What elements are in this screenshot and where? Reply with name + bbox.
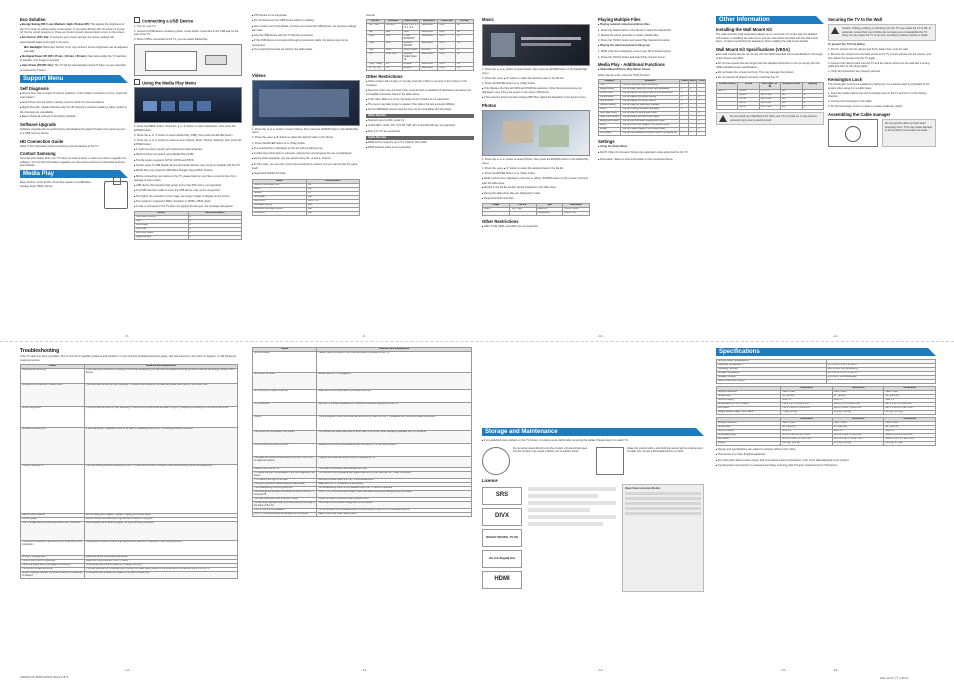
play-option-table: Category Operation Videos Music Photos Title You can move the other file directly. ✓ Repeat Mode You can play movie and music files repeatedly. ✓ ✓ Picture Size You can adjust the picture size to your preference. ✓ Picture Mode You can adjust the picture setting. ✓ ✓ Sound Mode You can adjust the sound setting. ✓ ✓ ✓ Subtitle Setting You can play the video with Subtitles. ✓ Audio You can change the audio language. ✓ Stop Slide Show You can start or stop a slide show. ✓ Slide Show Speed You can select the slide show speed. ✓ Background Music You can set and select background music. ✓ Zoom You can zoom into images in full screen mode. ✓ Rotate You can rotate images in full screen mode. ✓ Information You can see detailed information about the played file. ✓ ✓ ✓: [600, 80, 706, 135]
list-item: ■ It might not work properly with unlicenced multimedia files.: [134, 148, 242, 153]
list-item: ■ The menu may take longer to appear if the video's bit rate exceeds 10Mbps.: [366, 103, 474, 108]
hdmi-logo: HDMI: [482, 571, 522, 589]
list-item: ■ Information: Select to view information on the connected device.: [598, 158, 706, 163]
list-item: ■ Media Play only supports USB Mass Storage Class (MSC) devices.: [134, 169, 242, 174]
table-row: Screen Brightness If you find that the colors on your Samsung TV are correct but just a little too dark or bright, try adjusting the settings in the Picture menu first.: [21, 406, 238, 427]
video-decoder-bar: Video Decoder: [366, 114, 474, 118]
step: 2. Connect the Kensington Lock cable.: [828, 100, 873, 104]
column-usb-connect: [134, 14, 242, 332]
storage-text: ■ If you attached some stickers on the TV screen, it remains some debris after removing the sticker. Please clean it to watch TV.: [482, 439, 704, 444]
no-spray-illustration: [482, 447, 510, 475]
cloth-illustration: [596, 447, 624, 475]
step: 3. Press the ENTER button or ► (Play) button.: [482, 172, 536, 176]
list-item: ■ Only displays the files with MP3 and PCM file extension. Other file extensions are not displayed, even if they are saved on the same USB device.: [482, 87, 590, 95]
table-row: Zoom You can zoom into images in full screen mode. ✓: [599, 124, 706, 128]
list-item: ■ Do not disconnect the USB device while it is loading.: [252, 19, 360, 24]
table-row: Title You can move the other file directly. ✓: [599, 84, 706, 88]
selected-files-subheading: ■ Playing selected video/music/photo files: [598, 23, 706, 28]
wall-mount-caution-box: [716, 112, 824, 125]
table-row: *.ts *.tp *.trp TS MPEG1 1920x1080 6~30 30: [367, 66, 474, 70]
vesa-table: Product Family inches VESA Spec. (A * B) Standard Screw Quantity LED-TV 19~22 75 X 75 M4 4 23~29 200 X 100 M4 4 32~40 200 X 200 M8 4 46~55 400 X 400 M8 4 60~65 600 X 400 M8 4: [716, 82, 824, 110]
table-row: Dimensions (W x D x H) Body 744.2 X 27.9 X 453.1 mm 860.6 X 27.9 X 518.8 mm 927.0 X 27.9 X 556.4 mm: [717, 403, 936, 407]
eco-sensor-text: To enhance your power savings; the picture settings will automatically adapt to the light in the room.: [20, 36, 114, 44]
table-row: There are problems in assembling the stand base. Make sure the TV is placed on a flat surface.: [253, 483, 472, 487]
srs-logo: SRS: [482, 487, 522, 505]
specs-table-1: UE32D6000 UE37D6000 UE40D6000 Display Resolution 1920 x 1080 1920 x 1080 1920 x 1080 Screen Size 32" (80 cm) 37" (94 cm) 40" (101 cm) Sound (Output) 10W X 2 10W X 2 10W X 2 Dimensions (W x D x H) Body 744.2 X 27.9 X 453.1 mm 860.6 X 27.9 X 518.8 mm 927.0 X 27.9 X 556.4 mm With stand 744.2 X 201.4 X 518.2 mm 860.6 X 221.8 X 584.2 mm 927.0 X 221.8 X 621.8 mm Weight Without Stand / With Stand 7.8 kg / 9.3 kg 10.2 kg / 12.0 kg 11.3 kg / 13.1 kg: [716, 386, 936, 415]
footer-timestamp: 2011-10-06 오후 4:45:10: [880, 677, 909, 680]
step: 1. Press the Yellow button in the file list to select the desired file.: [598, 29, 672, 33]
file-group-subheading: ■ Playing the video/music/photo file group: [598, 44, 706, 49]
table-row: *.avi *.mkv AVI MKV Divx 3.11 / 4.x / 5.1 / 6.0 1920x1080 6~30 30: [367, 23, 474, 30]
self-diagnosis-heading: Self Diagnosis: [20, 85, 49, 91]
dts-logo: dts 2.0+Digital Out: [482, 550, 522, 568]
multiple-files-heading: Playing Multiple Files: [598, 17, 641, 22]
column-video-formats: [366, 14, 474, 332]
list-item: ■ For information about power supply, and more about power consumption, refer to the label attached to the product.: [716, 459, 936, 464]
table-row: There is poor color or brightness Adjust the Picture options in the TV menu.: [21, 559, 238, 563]
table-row: Dimensions Body 1073.8 X 29.9 X 637.1 mm 1273.4 X 29.9 X 748.2 mm 1386.0 X 29.9 X 813.0 mm: [717, 434, 936, 438]
cable-manager-illustration: [828, 119, 936, 147]
table-row: POP (TV's internal banner ad) appears on the screen. Select Home Use under Setup mode.: [253, 513, 472, 517]
eco-solution-heading: Eco Solution: [20, 17, 46, 22]
table-row: Wrong or missing color Make sure all the connections are secure.: [21, 555, 238, 559]
troubleshooting-table-1: Issues Solutions and Explanations Flickering and Dimming If your Samsung Television is flickering or dimming sporadically, you may need to disable some energy efficient features like Energy Saving or Eco Sensor. Component Connections / Screen Color If you find that the color on your Samsung TV screen is not correct or the black and white colors are off, run Picture Test. Screen Brightness If you find that the colors on your Samsung TV are correct but just a little too dark or bright, try adjusting the settings in the Picture menu first. Unwanted Powering Off If your Samsung TV appears to turn off by itself, try disabling some of the TV's energy efficiency functions. Trouble Powering On If you are having problems powering on your TV, there are a number of things to check before calling the service department. Cannot find a Channel Re-run Setup (Go to MENU - System - Setup) or run Auto Store. Picture Quality Ensure that you are watching a high definition channel or program. The TV image does not look as good as it did in the store. Store displays are all tuned to digital, HD (high definition) channels. The picture is distorted: macroblock error, small block, dots, pixelization Compression of video contents may cause picture distortion, especially in fast moving pictures. Wrong or missing color Make sure all the connections are secure. There is poor color or brightness Adjust the Picture options in the TV menu. There is a dotted line on the edge of the screen If the picture size is set to Screen Fit, change it to 16:9. The picture is black and white If you are using an AV composite input, connect the video cable (yellow) to the Green jack of component input 1 on the TV. When changing channels, the picture freezes or is distorted or delayed If connected with a cable box, please try to reset the cable box.: [20, 364, 238, 579]
table-row: USB HUB X: [135, 228, 242, 232]
media-play-menu-screenshot: [134, 87, 242, 123]
page-number: - 14 -: [597, 668, 605, 672]
table-row: Progressive 1024 x 768: [483, 212, 590, 216]
step: 2. Press the TOOLS button and select Play Current Group.: [598, 55, 666, 59]
table-row: With stand 1073.8 X 256.7 X 704.3 mm 1273.4 X 287.3 X 819.7 mm 1386.0 X 287.3 X 883.4 mm: [717, 438, 936, 442]
table-row: Component Connections / Screen Color If you find that the color on your Samsung TV screen is not correct or the black and white colors are off, run Picture Test.: [21, 383, 238, 406]
page-number: - 9 -: [361, 334, 367, 338]
step: 3. Press the ENTER button or ► (Play) button.: [482, 81, 536, 85]
table-row: Advanced SubStation Alpha .ass: [253, 207, 360, 211]
table-row: Weight Without Stand / With Stand 7.8 kg / 9.3 kg 10.2 kg / 12.0 kg 11.3 kg / 13.1 kg: [717, 411, 936, 415]
table-row: Flickering and Dimming If your Samsung Television is flickering or dimming sporadically, you may need to disable some energy efficient features like Energy Saving or Eco Sensor.: [21, 368, 238, 383]
list-item: ■ USB device that requires high power (more than 500 mA) is not supported.: [134, 184, 242, 189]
troubleshooting-table-2: Issues Solutions and Explanations Sound Problem Please check the volume of any external device connected to your TV. No picture, No video Ensure that the TV is plugged in. RF Connection (Cable / Antenna) Make sure the Antenna cable is connected securely. PC Connection Set your PC's output resolution so it matches a resolution supported by the TV. Others The purple/green rolling horizontal bars and buzzing noise from the TV speakers with Component cable connection. The picture will not display in full screen. HD channels will have black bars on either side of the screen when displaying upscaled SD (4:3) contents. The remote control does not work. Replace the remote control batteries with the poles (+/–) in the right direction. The cable box remote control doesn't turn the TV on or off, or adjust the volume. Program the Cable/Set remote control to operate the TV. Plastic smell from the TV This smell is normal and will dissipate over time. TV Signal Strength is unavailable in the Self Diagnostic Test menu. This function is only available with digital channels from an Antenna / RF / Coax connection. TV is tilted to the right or left side. Remove the stand base from the TV and reassemble it. There are problems in assembling the stand base. Make sure the TV is placed on a flat surface. The Broadcasting menu is grayed out. The Broadcasting menu is only available when the TV source is selected. Your settings are lost after 30 minutes or every time the TV is turned off. If the TV is in the Store Demo mode, it will reset audio and picture settings every 30 minutes. You have intermittent loss of audio or video. Check the cable connections and reconnect them. You see small particles when you look closely at the edge of the frame of the TV. This is part of the product's design and is not a defect. The PIP menu is not available. PIP functionality is only available when you are using an HDMI, PC or Component source. POP (TV's internal banner ad) appears on the screen. Select Home Use under Setup mode.: [252, 347, 472, 517]
table-row: Display Resolution 1920 x 1080 1920 x 1080 1920 x 1080: [717, 391, 936, 395]
page-number: - 15 -: [780, 668, 788, 672]
column-videos: [252, 14, 360, 332]
list-item: ■ WMA lossless audio is not supported.: [366, 146, 474, 151]
list-item: ■ Sort mode is set to the default, so when you restart the USB device, the previous settings are reset.: [252, 25, 360, 33]
table-row: Card reader O: [135, 224, 242, 228]
table-row: Screen Size 46" (116 cm) 55" (138 cm) 60" (152 cm): [717, 426, 936, 430]
internal-label: Internal: [366, 14, 375, 17]
table-row: Sound (Output) 10W X 2 10W X 2 10W X 2: [717, 399, 936, 403]
table-row: You have intermittent loss of audio or video. Check the cable connections and reconnect them.: [253, 498, 472, 502]
list-item: ■ Divx 5.0 / 6.0 are supported: [366, 130, 474, 135]
table-row: 32~40 200 X 200 M8 4: [717, 98, 824, 102]
wall-mount-heading: Installing the Wall Mount Kit: [716, 27, 772, 32]
table-row: Stop Slide Show You can start or stop a slide show. ✓: [599, 112, 706, 116]
step: 1. Turn on your TV.: [134, 24, 156, 28]
list-item: ■ H.264 FMO / ASO / RS, VC1 SP / MP, AP L4 and AVCHD are not supported.: [366, 124, 474, 129]
step: 3. Connect the clamps fixed onto the TV and the clamps fixed onto the wall with a strong cable and then tie the string tightly.: [828, 61, 930, 69]
divx-logo: DIVX: [482, 508, 522, 526]
self-diagnosis-list: [20, 92, 128, 120]
storage-maintenance-section-header: Storage and Maintenance: [482, 428, 704, 436]
list-item: ■ Do not fasten the screws too firmly. This may damage the product.: [716, 71, 824, 76]
using-media-play-heading: Using the Media Play Menu: [142, 80, 196, 86]
list-item: ■ If the Index Table is in error, the Seek (Jump) function is not supported.: [366, 98, 474, 103]
column-securing: [828, 14, 936, 332]
videos-notes: [252, 147, 360, 171]
table-row: Your settings are lost after 30 minutes or every time the TV is turned off. If the TV is in the Store Demo mode, it will reset audio and picture settings every 30 minutes.: [253, 491, 472, 498]
page-number: - 11 -: [832, 334, 839, 338]
step: 2. Remove the screws from the back centre of the TV, put the screws into the clamps, and then fasten the screws onto the TV again.: [828, 52, 932, 60]
media-play-section-header: Media Play: [20, 170, 128, 178]
kensington-heading: Kensington Lock: [828, 76, 862, 82]
table-row: The TV image does not look as good as it did in the store. Store displays are all tuned to digital, HD (high definition) channels.: [21, 521, 238, 540]
other-restrictions-heading: Other Restrictions: [366, 73, 403, 79]
usb-connection-illustration: [134, 44, 242, 76]
troubleshooting-heading: Troubleshooting: [20, 348, 60, 354]
dolby-logo: DOLBY DIGITAL PLUS: [482, 529, 522, 547]
table-row: 46~55 400 X 400 M8 4: [717, 102, 824, 106]
list-item: ■ The supported formats are listed in the table below.: [252, 48, 360, 53]
column-music-photos: [482, 14, 590, 332]
table-row: Digital camera X: [135, 236, 242, 240]
videos-screenshot: [252, 80, 360, 126]
other-restrictions-list: [366, 80, 474, 113]
spec-notes: [716, 448, 936, 469]
table-row: *.asf ASF XviD 1920x1080 6~30 30: [367, 30, 474, 34]
table-row: Micro DVD .sub or .txt: [253, 199, 360, 203]
audio-decoder-bar: Audio Decoder: [366, 136, 474, 140]
table-row: The PIP menu is not available. PIP functionality is only available when you are using an HDMI, PC or Component source.: [253, 509, 472, 513]
step: 3. When USB is connected to the TV, you can select Media Play.: [134, 38, 209, 42]
list-item: ■ During the slide show, files are displayed in order.: [482, 192, 590, 197]
table-row: Background Music You can set and select background music. ✓: [599, 120, 706, 124]
list-item: ■ Signal Strength: (digital channels only) An HD channel's reception quality is either perfect or the channels are unavailable.: [20, 106, 128, 114]
troubleshooting-intro: If the TV seems to have a problem, first try this list of possible problems and solutions. If none of these troubleshooting tips apply, visit samsung.com, then click on Support, or call Samsung customer service.: [20, 355, 236, 362]
step: 1. Insert the locking device into the Kensington slot on the TV and turn it in the locking direction.: [828, 91, 927, 99]
checkbox-icon: [134, 17, 140, 23]
table-row: Cannot find a Channel Re-run Setup (Go to MENU - System - Setup) or run Auto Store.: [21, 513, 238, 517]
table-row: Screen Size 32" (80 cm) 37" (94 cm) 40" (101 cm): [717, 395, 936, 399]
min-backlight-text: When Eco Sensor is On, the minimum screen brightness can be adjusted manually.: [24, 45, 128, 53]
specs-table-2: UE46D6000 UE55D6000 UE60D6000 Display Resolution 1920 x 1080 1920 x 1080 1920 x 1080 Screen Size 46" (116 cm) 55" (138 cm) 60" (152 cm) Sound (Output) 10W X 2 10W X 2 10W X 2 Dimensions Body 1073.8 X 29.9 X 637.1 mm 1273.4 X 29.9 X 748.2 mm 1386.0 X 29.9 X 813.0 mm With stand 1073.8 X 256.7 X 704.3 mm 1273.4 X 287.3 X 819.7 mm 1386.0 X 287.3 X 883.4 mm Weight 14.0 kg / 16.4 kg 19.6 kg / 22.8 kg 23.6 kg / 27.4 kg: [716, 417, 936, 446]
list-item: ■ If a USB extension cable is used, the USB device may not be recognized.: [134, 189, 242, 194]
securing-caution-text: Caution: Pulling, pushing, or climbing onto the TV may cause the TV to fall. In particular, ensure that your children do not hang over or destabilize the TV; doing so may cause the TV to tip over, resulting in serious injuries or death.: [842, 27, 931, 38]
table-row: Environmental Considerations: [717, 360, 936, 364]
table-row: SAMI .smi: [253, 187, 360, 191]
checkbox-icon: [134, 79, 140, 85]
column-eco-support: [20, 14, 128, 332]
usb-notes-cont-list: [252, 14, 360, 53]
wall-mount-text: The wall mount kit (sold separately) allows you to mount the TV on the wall. For detailed information on installing the wall mount, see the instructions provided with the wall mount items. Contact a technician for assistance when installing the wall mount bracket.: [716, 33, 818, 44]
table-row: Stand Swivel (Left / Right) 0°: [717, 380, 936, 384]
page-number: - 12 -: [124, 668, 132, 672]
table-row: *.vro VRO VOB Window Media Video v9 1920x1080 6~30 25: [367, 52, 474, 62]
list-item: ■ Video content will not play, or not play correctly, if there is an error in the content or the container.: [366, 80, 474, 88]
table-row: Slide Show Speed You can select the slide show speed. ✓: [599, 116, 706, 120]
eco-sensor-label: Eco Sensor (Off / On):: [21, 36, 50, 40]
list-item: ■ If video time information is unknown, playing time and progress bar are not displayed.: [252, 152, 360, 157]
page-number: - 16 -: [832, 668, 840, 672]
table-row: You see small particles when you look closely at the edge of the frame of the TV. This is part of the product's design and is not a defect.: [253, 502, 472, 509]
wall-mount-spec-heading: Wall Mount Kit Specifications (VESA): [716, 46, 790, 52]
subtitle-table: Name File extension MPEG-4 time-based text .ttxt SAMI .smi SubRip .srt SubViewer .sub Micro DVD .sub or .txt SubStation Alpha .ssa Advanced SubStation Alpha .ass Powerdivx .psb: [252, 179, 360, 216]
column-multiple-files: [598, 14, 706, 332]
table-row: The Broadcasting menu is grayed out. The Broadcasting menu is only available when the TV source is selected.: [253, 487, 472, 491]
energy-saving-text: This adjusts the brightness of the TV in order to reduce power consumption. If you select Picture Off, the screen is turned off, but the sound remains on. Press any button except volume button to turn on the screen.: [20, 23, 126, 35]
photos-heading: Photos: [482, 103, 497, 109]
setup-menu-subheading: ■ Using the Setup Menu: [598, 145, 706, 150]
table-row: *.mp4 MP4 MPEG4 SP/ASP 1920x1080 6~30 30: [367, 41, 474, 48]
table-row: *.mpg *.mpeg PS MPEG2 1920x1080 6~30 30: [367, 62, 474, 66]
list-item: ■ While a photo list is displayed, press the ► (Play) / ENTER button on the remote control to start the slide show.: [482, 177, 590, 185]
list-item: ■ If the USB device is connected through an extension cable, the device may not be recognized.: [252, 39, 360, 47]
list-item: ■ This device is a Class B digital apparatus.: [716, 453, 936, 458]
table-row: Sound Problem Please check the volume of any external device connected to your TV.: [253, 352, 472, 373]
usb-stick-illustration: [104, 181, 128, 209]
step: 2. Repeat the above operation to select multiple files.: [598, 34, 659, 38]
step: 2. Press the ◄/►/▲/▼ button to select the desired video in the file list.: [252, 136, 334, 140]
table-row: JPEG *.jpg *.jpeg Base-line 15360 x 8640: [483, 208, 590, 212]
list-item: ■ Typical power consumption is measured according to Energy Star Program requirements for Televisions.: [716, 464, 936, 469]
table-row: RF Connection (Cable / Antenna) Make sure the Antenna cable is connected securely.: [253, 390, 472, 403]
music-heading: Music: [482, 17, 494, 22]
table-row: Others The purple/green rolling horizontal bars and buzzing noise from the TV speakers with Component cable connection.: [253, 416, 472, 431]
photo-format-table: Image File ext. Type Resolution JPEG *.jpg *.jpeg Base-line 15360 x 8640 Progressive 1024 x 768: [482, 203, 590, 216]
table-row: Subtitle Setting You can play the video with Subtitles. ✓: [599, 104, 706, 108]
step: 2. Press the ◄/►/▲/▼ button to select the desired music in the file list.: [482, 76, 565, 80]
table-row: Operating Temperature 10°C to 40°C (50°F to 104°F): [717, 364, 936, 368]
hd-connection-text: Refer to this information when connecting external devices to the TV.: [20, 144, 99, 148]
table-row: Powerdivx .psb: [253, 211, 360, 215]
photos-screenshot: [482, 110, 590, 156]
column-wall-mount: [716, 14, 824, 332]
kensington-text: The Kensington Lock is not supplied by Samsung. It is a device used to physically fix the system when using it in a public place.: [828, 82, 930, 90]
table-row: With stand 744.2 X 201.4 X 518.2 mm 860.6 X 221.8 X 584.2 mm 927.0 X 221.8 X 621.8 mm: [717, 407, 936, 411]
list-item: ■ Supported Photo Formats: [482, 197, 590, 202]
licence-heading: Licence: [482, 477, 498, 483]
table-row: Information You can see detailed information about the played file. ✓ ✓ ✓: [599, 132, 706, 136]
page-number: - 10 -: [597, 334, 605, 338]
table-row: 60~65 600 X 400 M8 4: [717, 106, 824, 110]
videos-heading: Videos: [252, 72, 266, 78]
settings-heading: Settings: [598, 139, 615, 145]
environment-table: [716, 359, 936, 384]
step: 3. Press the TOOLS button and select Play Selected Contents.: [598, 39, 671, 43]
table-row: Operating Humidity 10% to 80%, non-condensing: [717, 368, 936, 372]
step: 1. While a file list is displayed, move to any file in desired group.: [598, 50, 672, 54]
table-row: Picture Mode You can adjust the picture setting. ✓ ✓: [599, 96, 706, 100]
table-row: Plastic smell from the TV This smell is normal and will dissipate over time.: [253, 468, 472, 472]
table-row: No picture, No video Ensure that the TV is plugged in.: [253, 373, 472, 390]
music-screenshot: [482, 24, 590, 66]
list-item: ■ Before connecting your device to the TV, please back up your files to prevent them from damage or loss of data.: [134, 175, 242, 183]
fold-line-middle: [0, 341, 954, 342]
table-row: There is a dotted line on the edge of the screen If the picture size is set to Screen Fit, change it to 16:9.: [21, 563, 238, 567]
table-row: *.wmv ASF H.264 BP/MP/HP 1920x1080 6~30 30: [367, 34, 474, 41]
table-row: *.3gp 3GPP Motion JPEG 800x600 6~30 8: [367, 48, 474, 52]
step: 2. Connect a USB device containing photo, music and/or movie files to the USB jack on the side of the TV.: [134, 29, 239, 37]
list-item: ■ Sound or video may not work if the contents have a standard bit rate/frame rate above the compatible Frame/sec listed in the table above.: [366, 89, 474, 97]
cable-manager-note: Do not pull the cable too hard when arranging them. This may cause damage to the product's connection terminals.: [882, 119, 936, 147]
column-troubleshooting-2: [252, 346, 472, 666]
table-row: PC Connection Set your PC's output resolution so it matches a resolution supported by the TV.: [253, 403, 472, 416]
list-item: ■ Picture Test: Use to check for picture problems. If the problem continues to occur, check the color pattern.: [20, 92, 128, 100]
video-format-table: File Ext. Container Video Codec Resolution Frame rate Bit rate *.avi *.mkv AVI MKV Divx 3.11 / 4.x / 5.1 / 6.0 1920x1080 6~30 30 *.asf ASF XviD 1920x1080 6~30 30 *.wmv ASF H.264 BP/MP/HP 1920x1080 6~30 30 *.mp4 MP4 MPEG4 SP/ASP 1920x1080 6~30 30 *.3gp 3GPP Motion JPEG 800x600 6~30 8 *.vro VRO VOB Window Media Video v9 1920x1080 6~30 25 *.mpg *.mpeg PS MPEG2 1920x1080 6~30 30 *.ts *.tp *.trp TS MPEG1 1920x1080 6~30 30: [366, 19, 474, 71]
list-item: ■ Supports up to H.264, Level 4.1: [366, 119, 474, 124]
list-item: ■ During video playback, you can search using the ◄ and ► buttons.: [252, 157, 360, 162]
step: 3. Press the ENTER button or ► (Play) button.: [252, 141, 306, 145]
table-row: The picture is distorted: macroblock error, small block, dots, pixelization Compression of video contents may cause picture distortion, especially in fast moving pictures.: [21, 540, 238, 555]
list-item: ■ If a file is corrupted or the TV does not support the file type, the message will appear.: [134, 205, 242, 210]
other-information-section-header: Other Information: [716, 16, 824, 24]
additional-functions-heading: Media Play - Additional Functions: [598, 62, 665, 68]
no-signal-label: No-Signal Power Off (Off / 15 min. / 30 min. / 60 min.):: [21, 54, 88, 58]
table-row: TV is tilted to the right or left side. Remove the stand base from the TV and reassemble it.: [253, 479, 472, 483]
step: 2. Press the ▲ or ▼ button to select Media Play (USB), then press the ENTER button.: [134, 134, 234, 138]
table-row: Audio You can change the audio language. ✓: [599, 108, 706, 112]
table-row: Rotate You can rotate images in full screen mode. ✓: [599, 128, 706, 132]
page-number: - 8 -: [124, 334, 130, 338]
list-item: ■ The file system supports FAT16, FAT32 and NTFS.: [134, 159, 242, 164]
list-item: ■ Need-to-Know List before using Media Play (USB): [134, 153, 242, 158]
play-option-subheading: ■ Videos/Music/Photos Play Option menus: [598, 68, 706, 73]
auto-power-off-text: The TV will be automatically turned off when no user operation is received for 4 hours.: [20, 64, 127, 72]
securing-heading: Securing the TV to the Wall: [828, 17, 883, 22]
table-row: SubViewer .sub: [253, 195, 360, 199]
step: 1. Press the ◄ or ► button to select Photos, then press the ENTER button in the Media Play menu.: [482, 158, 589, 166]
table-row: Multi card reader X: [135, 232, 242, 236]
list-item: ■ Design and specifications are subject to change without prior notice.: [716, 448, 936, 453]
table-row: Sound (Output) 10W X 2 10W X 2 10W X 2: [717, 430, 936, 434]
list-item: ■ WMA 10 Pro supports up to 5.1 channel, M2 profile.: [366, 141, 474, 146]
energy-saving-label: Energy Saving (Off / Low / Medium / High / Picture Off):: [21, 23, 90, 26]
table-row: When changing channels, the picture freezes or is distorted or delayed If connected with a cable box, please try to reset the cable box.: [21, 571, 238, 578]
auto-power-off-label: Auto Power Off (Off / On):: [21, 64, 54, 68]
column-troubleshooting-1: [20, 346, 238, 666]
prevent-falling-subheading: To prevent the TV from falling: [828, 42, 865, 46]
specifications-section-header: Specifications: [716, 348, 936, 356]
open-source-heading: Open Source Licence Notice: [625, 486, 661, 490]
min-backlight-label: Min. Backlight:: [24, 45, 43, 49]
software-upgrade-heading: Software Upgrade: [20, 122, 56, 128]
list-item: ■ In this mode, you can play movie clips contained in a Game, but you cannot play the game itself.: [252, 163, 360, 171]
table-row: Display Resolution 1920 x 1080 1920 x 1080 1920 x 1080: [717, 422, 936, 426]
list-item: ■ All files in the file list section will be displayed in the slide show.: [482, 186, 590, 191]
storage-note-1: Do not spray water directly onto the product. Any liquid that goes into the product may cause a failure, fire or electric shock.: [513, 446, 588, 454]
list-item: ■ The selected file is displayed on the top with its playing time.: [252, 147, 360, 152]
table-row: The picture is black and white If you are using an AV composite input, connect the video cable (yellow) to the Green jack of component input 1 on the TV.: [21, 567, 238, 571]
cable-manager-heading: Assembling the Cable manager: [828, 112, 891, 117]
list-item: ■ If the sound is abnormal when playing MP3 files, adjust the Equalizer in the Sound menu.: [482, 96, 590, 101]
list-item: ■ Use the USB device with the TV directly connected.: [252, 34, 360, 39]
connecting-usb-heading: Connecting a USB Device: [142, 18, 194, 24]
step: 1. Press the MENU button. Press the ▲ or ▼ button to select Application, then press the ENTER button.: [134, 125, 236, 132]
subtitle-formats-label: ■ Supported Subtitle Formats: [252, 172, 360, 177]
step: 3. Press the ◄ or ► button to select an icon (Videos, Music, Photos, Settings), then press the ENTER button.: [134, 139, 242, 146]
contact-samsung-heading: Contact Samsung: [20, 151, 56, 157]
table-row: SubRip .srt: [253, 191, 360, 195]
step: 3. Fix the Kensington Lock to a desk or a heavy stationary object.: [828, 105, 903, 109]
list-item: ■ For wall mounts that do not comply with the VESA standard screw specifications, the length of the screws may differ.: [716, 53, 824, 61]
table-row: Repeat Mode You can play movie and music files repeatedly. ✓ ✓: [599, 88, 706, 92]
table-row: Picture Size You can adjust the picture size to your preference. ✓: [599, 92, 706, 96]
table-row: The picture will not display in full screen. HD channels will have black bars on either side of the screen when displaying upscaled SD (4:3) contents.: [253, 431, 472, 444]
footer-file-info: [UE6000-ZC] BN68-03939A-00L04.indb 8: [20, 676, 69, 679]
list-item: ■ The maximum supported JPEG resolution is 15360 x 8640 pixels.: [134, 200, 242, 205]
usb-device-table: Device Recommendation USB Flash memory O HDD O Card reader O USB HUB X Multi card reader X Digital camera X: [134, 211, 242, 240]
securing-caution-box: [828, 24, 936, 41]
table-row: 23~29 200 X 100 M4 4: [717, 94, 824, 98]
support-menu-section-header: Support Menu: [20, 75, 128, 83]
table-row: LED-TV 19~22 75 X 75 M4 4: [717, 90, 824, 94]
step: 2. Press the ◄/►/▲/▼ button to select the desired photo in the file list.: [482, 167, 564, 171]
table-row: TV Signal Strength is unavailable in the Self Diagnostic Test menu. This function is only available with digital channels from an Antenna / RF / Coax connection.: [253, 472, 472, 479]
table-row: MPEG-4 time-based text .ttxt: [253, 183, 360, 187]
table-row: The remote control does not work. Replace the remote control batteries with the poles (+/–) in the right direction.: [253, 444, 472, 457]
list-item: ■ Certain types of USB Digital camera and audio devices may not be compatible with this TV.: [134, 164, 242, 169]
warning-icon: [719, 115, 727, 122]
table-row: Weight 14.0 kg / 16.4 kg 19.6 kg / 22.8 kg 23.6 kg / 27.4 kg: [717, 442, 936, 446]
wall-mount-caution-text: Do not install your Wall Mount Kit while your TV is turned on. It may result in personal injury due to electric shock.: [730, 115, 818, 122]
hd-connection-heading: HD Connection Guide: [20, 138, 64, 144]
step: 1. Press the ◄ or ► button to select Videos, then press the ENTER button in the Media Play menu.: [252, 127, 359, 135]
warning-icon: [831, 27, 839, 34]
other-restrictions-2-text: ■ GMC, PCM QPEL and GMC are not supported.: [482, 225, 590, 230]
table-row: Picture Quality Ensure that you are watching a high definition channel or program.: [21, 517, 238, 521]
list-item: ■ PTP device is not supported.: [252, 14, 360, 19]
table-row: Storage Humidity 5% to 95%, non-condensing: [717, 376, 936, 380]
table-row: Storage Temperature -20°C to 45°C (-4°F to 113°F): [717, 372, 936, 376]
column-specifications: [716, 346, 936, 666]
list-item: ■ Reset: Reset all settings to the factory defaults.: [20, 115, 128, 120]
media-play-text: Enjoy photos, music and/or movie files saved on a USB Mass Storage Class (MSC) device.: [20, 181, 91, 188]
usb-notes-list: [134, 148, 242, 210]
step: 1. Put the screws into the clamps and firmly fasten them onto the wall.: [828, 47, 909, 51]
list-item: ■ DivX® Video On Demand: Shows the registration code authorized for the TV.: [598, 151, 706, 156]
list-item: ■ Sound Test: Use the built-in melody sound to check for sound problems.: [20, 101, 128, 106]
list-item: ■ Do not use screws that are longer than the standard dimension or do not comply with the VESA standard screw specifications.: [716, 62, 824, 70]
table-row: HDD O: [135, 220, 242, 224]
table-row: Sound Mode You can adjust the sound setting. ✓ ✓ ✓: [599, 100, 706, 104]
play-option-intro: When playing a file, press the TOOLS button.: [598, 74, 651, 78]
list-item: ■ Some USB/digital camera devices may not be compatible with the player.: [366, 108, 474, 113]
list-item: ■ Do not exceed 15 degrees tilt when mounting this TV.: [716, 76, 824, 81]
other-restrictions-2-heading: Other Restrictions: [482, 219, 519, 225]
table-row: SubStation Alpha .ssa: [253, 203, 360, 207]
contact-samsung-text: View this information when your TV does not work properly or when you want to upgrade the software. You can find information regarding our call centres and how to download products and software.: [20, 157, 127, 168]
list-item: ■ The higher the resolution of the image, the longer it takes to display on the screen.: [134, 195, 242, 200]
storage-note-2: Clean the product with a soft cloth dampened with a small amount of water. Do not use a flammable liquid or a cloth.: [627, 446, 703, 454]
table-row: USB Flash memory O: [135, 216, 242, 220]
page-number: - 13 -: [361, 668, 369, 672]
table-row: The cable box remote control doesn't turn the TV on or off, or adjust the volume. Program the Cable/Set remote control to operate the TV.: [253, 457, 472, 468]
step: 4. Verify all connections are properly secured.: [828, 70, 881, 74]
column-storage-licence: [482, 346, 704, 666]
no-signal-text: Sets how quickly the TV switches to standby, if no image is received.: [20, 54, 127, 63]
table-row: Unwanted Powering Off If your Samsung TV appears to turn off by itself, try disabling some of the TV's energy efficiency functions.: [21, 427, 238, 464]
software-upgrade-text: Software Upgrade can be performed by downloading the latest firmware from samsung.com to a USB memory device.: [20, 128, 126, 136]
step: 1. Press the ◄ or ► button to select Music, then press the ENTER button in the Media Play menu.: [482, 68, 588, 75]
table-row: Trouble Powering On If you are having problems powering on your TV, there are a number of things to check before calling the service department.: [21, 464, 238, 513]
